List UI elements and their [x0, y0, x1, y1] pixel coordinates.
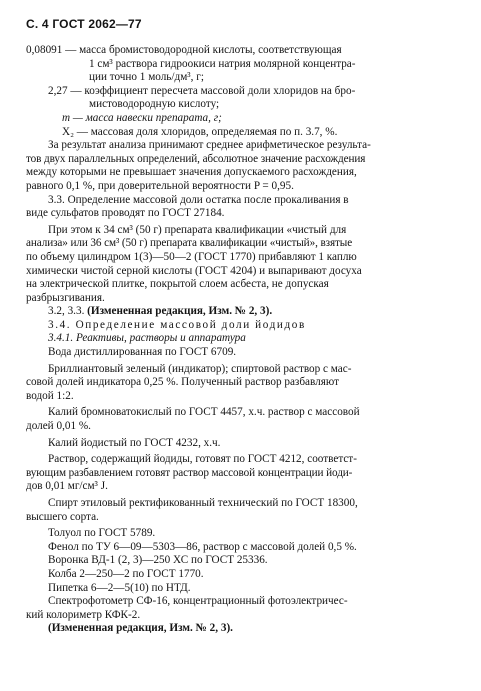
- section-3-3: 3.3. Определение массовой доли остатка после прокаливания в: [48, 193, 349, 206]
- paragraph-line: на электрической плитке, покрытой слоем асбеста, не допуская: [26, 278, 329, 291]
- page-header: С. 4 ГОСТ 2062—77: [26, 17, 142, 31]
- reagent-item: Калий бромноватокислый по ГОСТ 4457, х.ч. раствор с массовой: [48, 406, 360, 419]
- reagent-item-cont: вующим разбавлением готовят раствор массовой концентрации йоди-: [26, 466, 353, 479]
- paragraph-line: тов двух параллельных определений, абсолютное значение расхождения: [26, 152, 366, 165]
- formula-definition-cont: ции точно 1 моль/дм³, г;: [89, 71, 204, 84]
- reagent-item: Фенол по ТУ 6—09—5303—86, раствор с массовой долей 0,5 %.: [48, 540, 357, 553]
- apparatus-item: Колба 2—250—2 по ГОСТ 1770.: [48, 567, 204, 580]
- amendment-sections: 3.2, 3.3.: [48, 305, 88, 318]
- apparatus-item: Воронка ВД-1 (2, 3)—250 ХС по ГОСТ 25336.: [48, 554, 268, 567]
- formula-definition: 0,08091 — масса бромистоводородной кислоты, соответствующая: [26, 44, 342, 56]
- apparatus-item: Пипетка 6—2—5(10) по НТД.: [48, 581, 191, 594]
- formula-definition: X₂ — массовая доля хлоридов, определяемая по п. 3.7, %.: [62, 125, 338, 138]
- reagent-item-cont: высшего сорта.: [26, 510, 99, 523]
- reagent-item-cont: дов 0,01 мг/см³ J.: [26, 480, 108, 493]
- formula-definition: 2,27 — коэффициент пересчета массовой доли хлоридов на бро-: [48, 84, 356, 97]
- paragraph-line: равного 0,1 %, при доверительной вероятности P = 0,95.: [26, 179, 294, 192]
- paragraph-line: анализа» или 36 см³ (50 г) препарата квалификации «чистый», взятые: [26, 237, 353, 250]
- section-3-4-1-title: 3.4.1. Реактивы, растворы и аппаратура: [48, 332, 246, 345]
- paragraph-line: химически чистой серной кислоты (ГОСТ 4204) и выпаривают досуха: [26, 264, 362, 277]
- amendment-note: [26, 305, 462, 319]
- reagent-item: Калий йодистый по ГОСТ 4232, х.ч.: [48, 436, 221, 449]
- amendment-note: (Измененная редакция, Изм. № 2, 3).: [48, 622, 233, 635]
- paragraph-line: по объему цилиндром 1(3)—50—2 (ГОСТ 1770) прибавляют 1 каплю: [26, 250, 357, 263]
- paragraph-line: За результат анализа принимают среднее арифметическое результа-: [48, 139, 371, 152]
- reagent-item-cont: совой долей индикатора 0,25 %. Полученный раствор разбавляют: [26, 376, 339, 389]
- reagent-item: Вода дистиллированная по ГОСТ 6709.: [48, 346, 237, 359]
- section-3-4-title: 3.4. Определение массовой доли йодидов: [48, 318, 306, 331]
- paragraph-line: между которыми не превышает значения допускаемого расхождения,: [26, 166, 357, 179]
- reagent-item: Спирт этиловый ректификованный технический по ГОСТ 18300,: [48, 497, 358, 509]
- apparatus-item: Спектрофотометр СФ-16, концентрационный фотоэлектричес-: [48, 595, 348, 608]
- formula-definition-cont: 1 см³ раствора гидроокиси натрия молярной концентра-: [89, 57, 356, 70]
- reagent-item: Толуол по ГОСТ 5789.: [48, 527, 156, 540]
- paragraph-line: виде сульфатов проводят по ГОСТ 27184.: [26, 207, 225, 220]
- reagent-item-cont: водой 1:2.: [26, 389, 74, 402]
- formula-definition: m — масса навески препарата, г;: [62, 111, 222, 124]
- reagent-item: Бриллиантовый зеленый (индикатор); спиртовой раствор с мас-: [48, 362, 352, 375]
- paragraph-line: разбрызгивания.: [26, 291, 105, 304]
- document-body: [26, 44, 462, 636]
- paragraph-line: При этом к 34 см³ (50 г) препарата квалификации «чистый для: [48, 223, 347, 236]
- formula-definition-cont: мистоводородную кислоту;: [89, 98, 220, 111]
- amendment-text: (Измененная редакция, Изм. № 2, 3).: [87, 305, 273, 318]
- reagent-item: Раствор, содержащий йодиды, готовят по ГОСТ 4212, соответст-: [48, 453, 357, 466]
- apparatus-item-cont: кий колориметр КФК-2.: [26, 608, 141, 621]
- reagent-item-cont: долей 0,01 %.: [26, 420, 91, 433]
